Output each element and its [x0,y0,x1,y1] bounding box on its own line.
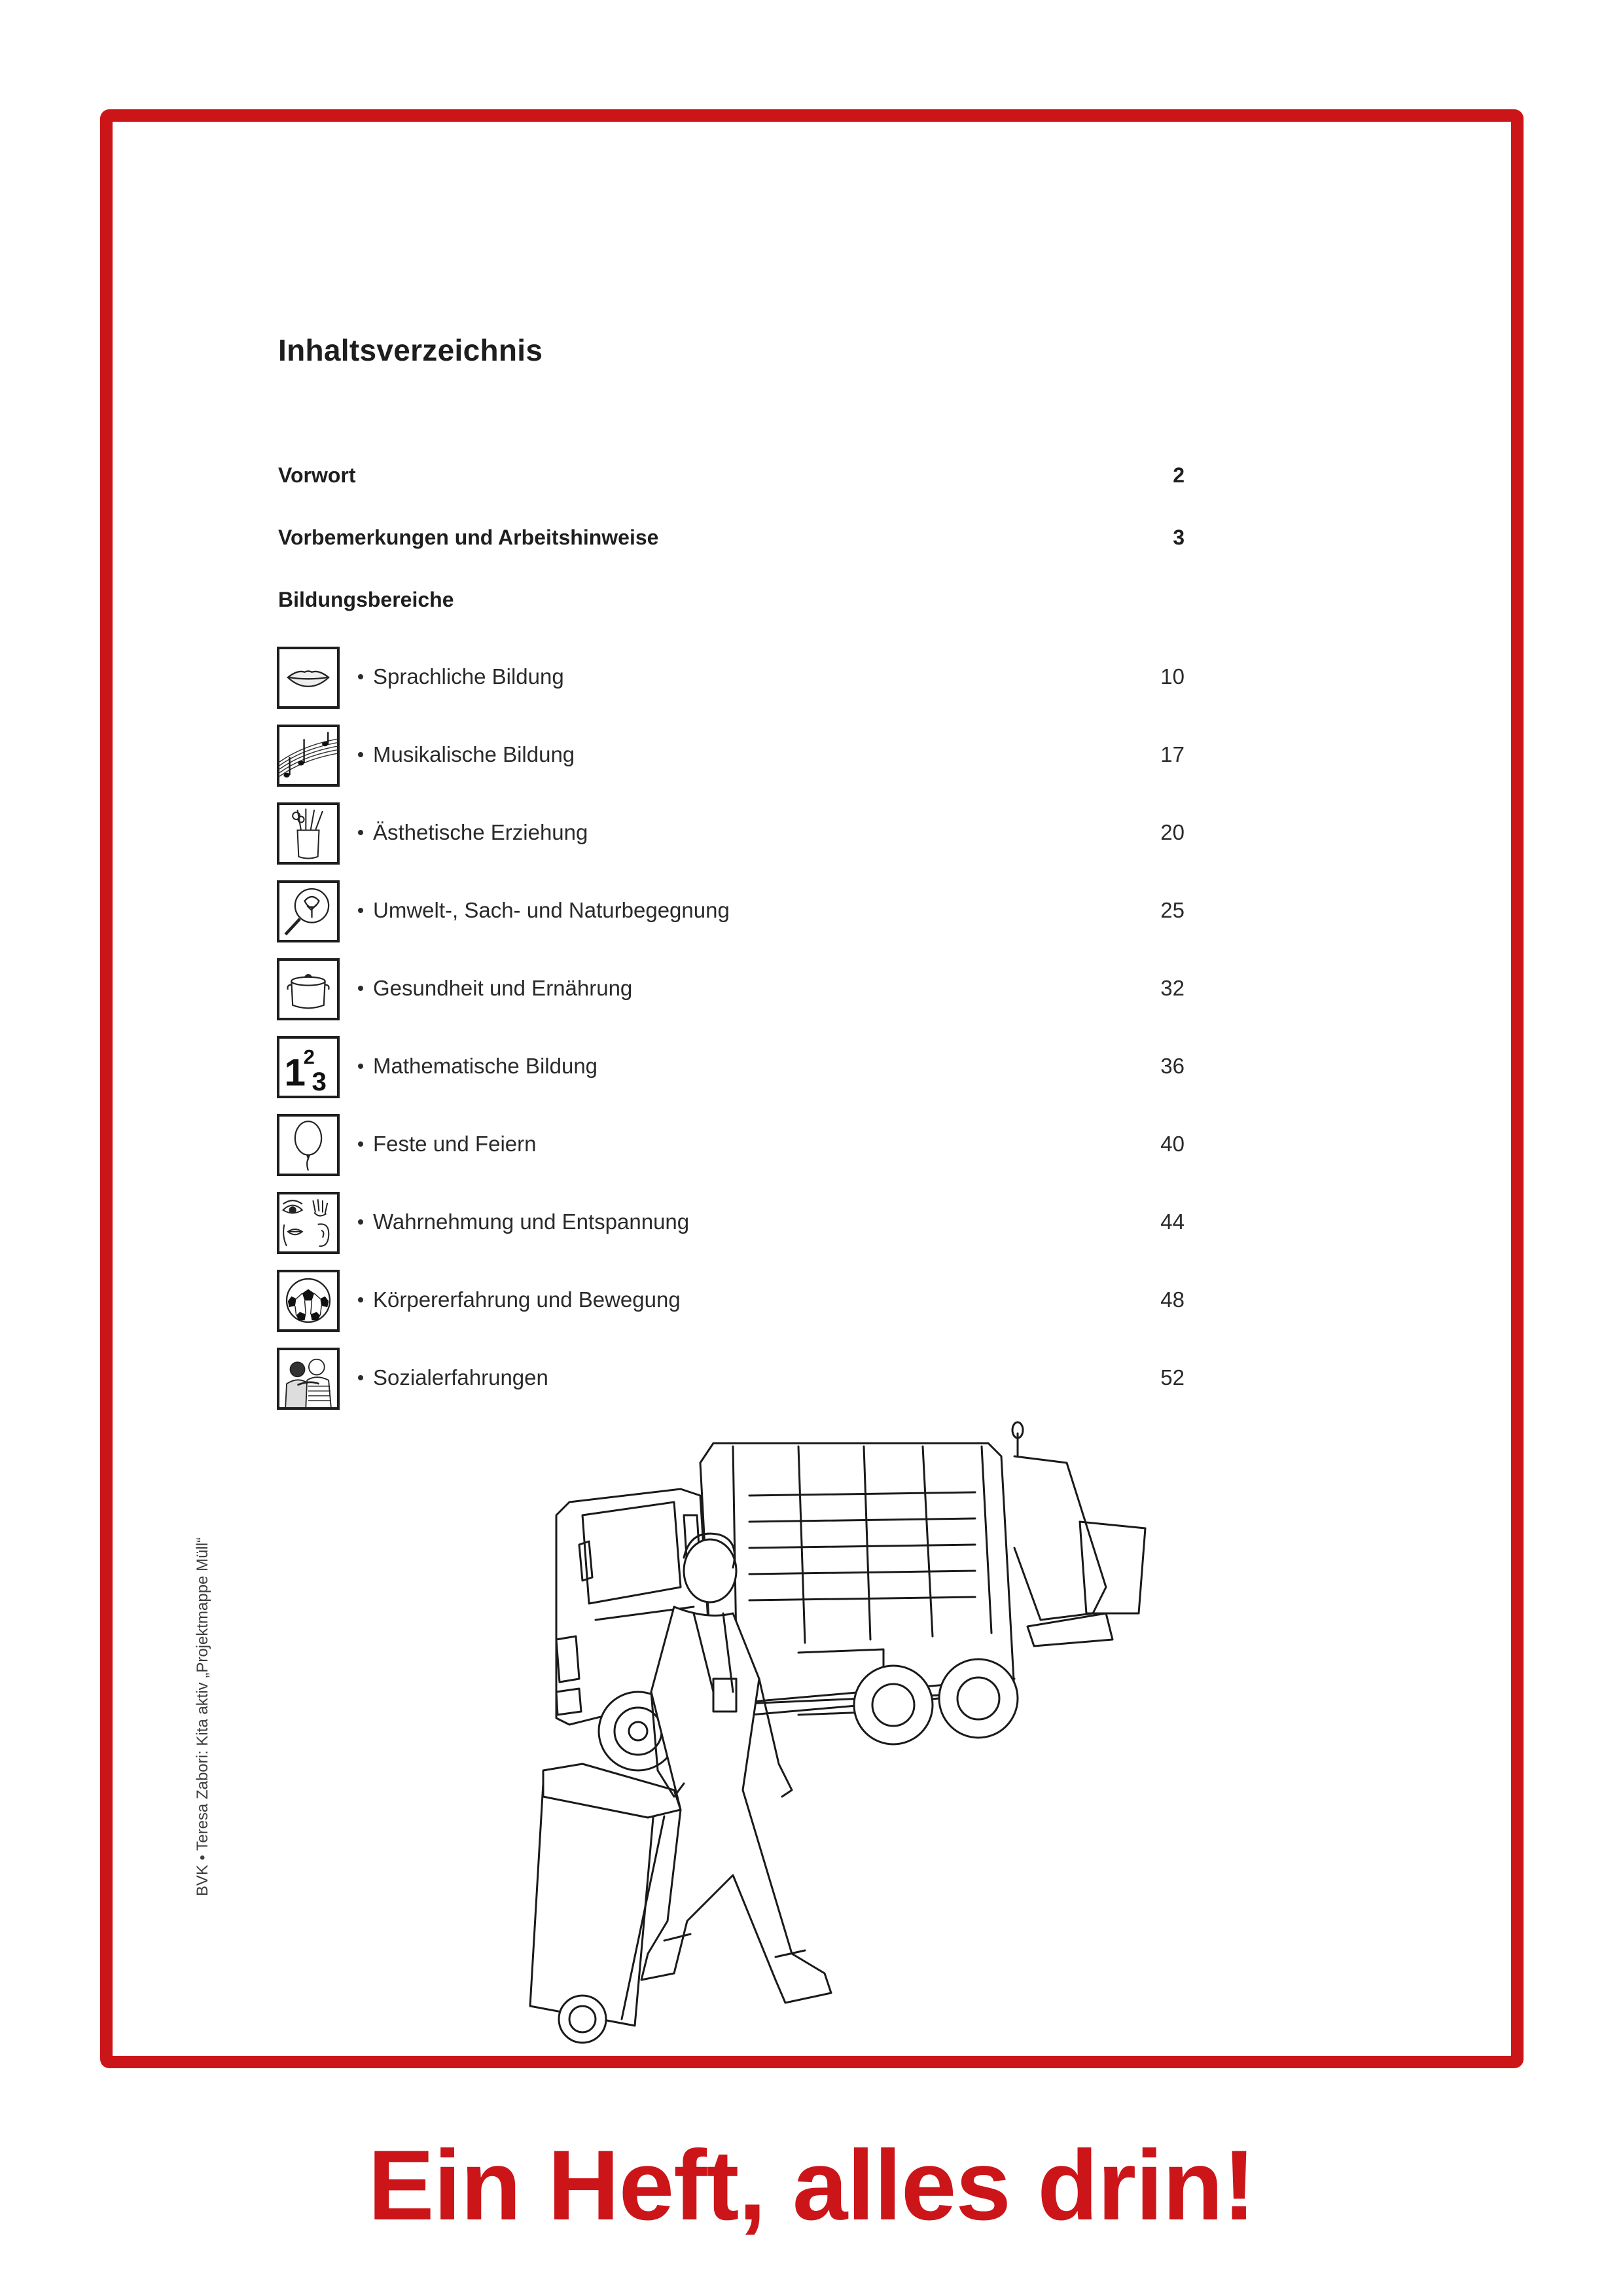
bullet-icon [358,752,363,757]
toc-item-label: Musikalische Bildung [373,742,575,766]
toc-item-label: Ästhetische Erziehung [373,820,588,844]
toc-item-label: Umwelt-, Sach- und Naturbegegnung [373,898,730,922]
toc-section-label: Bildungsbereiche [278,588,454,611]
two-children-icon [277,1348,340,1410]
bullet-icon [358,986,363,991]
toc-item-feste-feiern[interactable] [277,1114,1185,1177]
toc-item-page: 20 [1160,820,1185,844]
toc-item-page: 36 [1160,1054,1185,1078]
balloon-icon [277,1114,340,1176]
toc-item-page: 40 [1160,1132,1185,1156]
bullet-icon [358,1141,363,1147]
toc-item-wahrnehmung-entspannung[interactable] [277,1192,1185,1255]
toc-item-page: 48 [1160,1287,1185,1312]
cooking-pot-icon [277,958,340,1020]
tagline: Ein Heft, alles drin! [368,2130,1255,2241]
bullet-icon [358,1375,363,1380]
svg-text:2: 2 [303,1045,315,1069]
toc-item-label: Mathematische Bildung [373,1054,598,1078]
toc-item-mathematische-bildung[interactable] [277,1036,1185,1099]
toc-section-vorwort[interactable] [278,459,1185,486]
page-title: Inhaltsverzeichnis [278,333,543,367]
senses-face-icon [277,1192,340,1254]
numbers-123-icon [277,1036,340,1098]
toc-item-label: Feste und Feiern [373,1132,537,1156]
soccer-ball-icon [277,1270,340,1332]
magnifier-tree-icon [277,880,340,942]
music-notes-icon [277,725,340,787]
copyright-credit: BVK • Teresa Zabori: Kita aktiv „Projektmappe Müll“ [194,1537,211,1897]
lips-icon [277,647,340,709]
toc-item-label: Sozialerfahrungen [373,1365,548,1390]
toc-section-page: 3 [1173,526,1185,549]
bullet-icon [358,830,363,835]
bullet-icon [358,908,363,913]
toc-item-gesundheit-ernaehrung[interactable] [277,958,1185,1021]
bullet-icon [358,1064,363,1069]
toc-item-aesthetische-erziehung[interactable] [277,802,1185,865]
bullet-icon [358,1297,363,1302]
toc-item-musikalische-bildung[interactable] [277,725,1185,787]
toc-item-label: Sprachliche Bildung [373,664,564,689]
toc-item-page: 25 [1160,898,1185,922]
toc-item-koerpererfahrung-bewegung[interactable] [277,1270,1185,1333]
toc-section-label: Vorwort [278,463,356,487]
toc-item-sprachliche-bildung[interactable] [277,647,1185,709]
svg-text:1: 1 [284,1051,306,1094]
toc-item-page: 44 [1160,1210,1185,1234]
toc-section-bildungsbereiche [278,584,1185,610]
pencil-cup-icon [277,802,340,865]
toc-item-page: 17 [1160,742,1185,766]
toc-item-umwelt-sach-naturbegegnung[interactable] [277,880,1185,943]
toc-section-label: Vorbemerkungen und Arbeitshinweise [278,526,659,549]
bullet-icon [358,1219,363,1225]
bullet-icon [358,674,363,679]
svg-text:3: 3 [312,1066,327,1096]
garbage-truck-illustration [517,1417,1158,2049]
toc-item-label: Wahrnehmung und Entspannung [373,1210,690,1234]
toc-item-label: Körpererfahrung und Bewegung [373,1287,681,1312]
toc-section-vorbemerkungen[interactable] [278,522,1185,548]
toc-item-page: 10 [1160,664,1185,689]
toc-section-page: 2 [1173,463,1185,487]
toc-item-label: Gesundheit und Ernährung [373,976,633,1000]
toc-item-page: 32 [1160,976,1185,1000]
toc-item-sozialerfahrungen[interactable] [277,1348,1185,1410]
toc-item-page: 52 [1160,1365,1185,1390]
